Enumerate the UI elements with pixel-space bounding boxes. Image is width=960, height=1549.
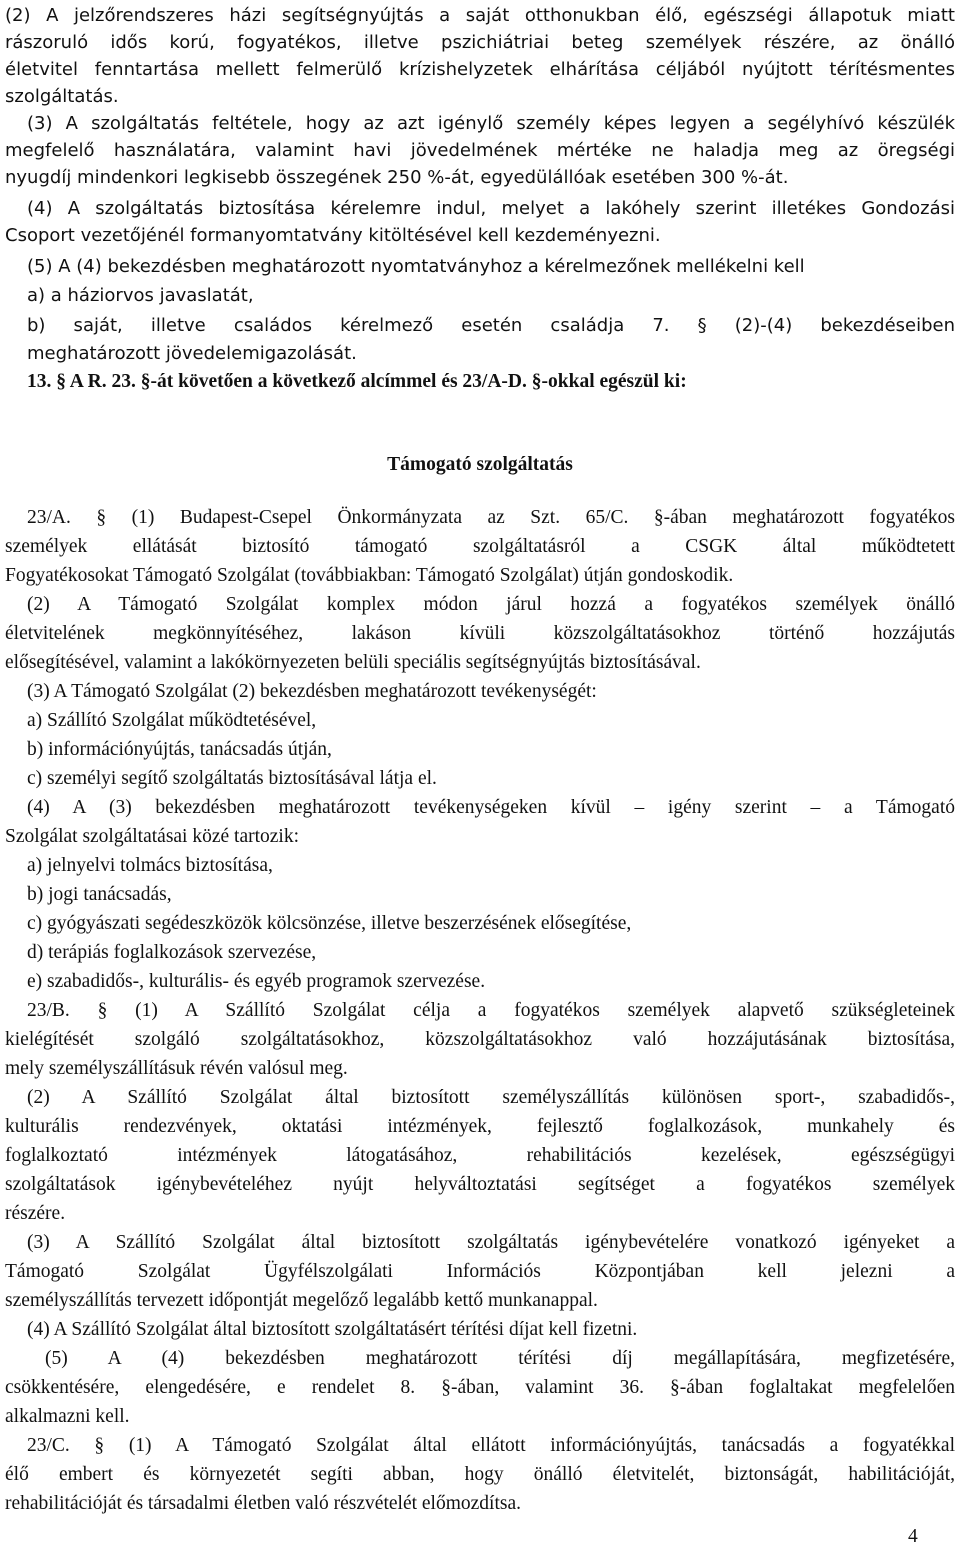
text-line: (4) A (3) bekezdésben meghatározott tevékenységeken kívül – igény szerint – a Támogató: [27, 797, 955, 818]
text-line: (3) A szolgáltatás feltétele, hogy az azt igénylő személy képes legyen a segélyhívó készülék: [27, 113, 955, 134]
text-line: életvitelének megkönnyítéséhez, lakáson kívüli közszolgáltatásokhoz történő hozzájutás: [5, 623, 955, 644]
text-line: (4) A szolgáltatás biztosítása kérelemre indul, melyet a lakóhely szerint illetékes Gondozási: [27, 198, 955, 219]
text-line: b) információnyújtás, tanácsadás útján,: [27, 739, 332, 760]
text-line: c) gyógyászati segédeszközök kölcsönzése, illetve beszerzésének elősegítése,: [27, 913, 632, 934]
text-line: meghatározott jövedelemigazolását.: [27, 343, 357, 364]
text-line: Szolgálat szolgáltatásai közé tartozik:: [5, 826, 300, 847]
text-line: b) jogi tanácsadás,: [27, 884, 172, 905]
text-line: (2) A jelzőrendszeres házi segítségnyújtás a saját otthonukban élő, egészségi állapotuk miatt: [5, 5, 955, 26]
text-line: nyugdíj mindenkori legkisebb összegének 250 %-át, egyedülállóak esetében 300 %-át.: [5, 167, 789, 188]
text-line: (4) A Szállító Szolgálat által biztosított szolgáltatásért térítési díjat kell fizetni.: [27, 1319, 638, 1340]
text-line: 23/A. § (1) Budapest-Csepel Önkormányzata az Szt. 65/C. §-ában meghatározott fogyatékos: [27, 507, 955, 528]
text-line: megfelelő használatára, valamint havi jövedelmének mértéke ne haladja meg az öregségi: [5, 140, 955, 161]
text-line: kielégítését szolgáló szolgáltatásokhoz, közszolgáltatásokhoz való hozzájutásának biztosítása,: [5, 1029, 955, 1050]
text-line: élő embert és környezetét segíti abban, hogy önálló életvitelét, biztonságát, habilitációját,: [5, 1464, 955, 1485]
text-line: személyszállítás tervezett időpontját megelőző legalább kettő munkanappal.: [5, 1290, 598, 1311]
text-line: (5) A (4) bekezdésben meghatározott térítési díj megállapítására, megfizetésére,: [45, 1348, 955, 1369]
text-line: alkalmazni kell.: [5, 1406, 130, 1427]
text-line: 23/C. § (1) A Támogató Szolgálat által ellátott információnyújtás, tanácsadás a fogyatékkal: [27, 1435, 955, 1456]
text-line: szolgáltatások igénybevételéhez nyújt helyváltoztatási segítséget a fogyatékos személyek: [5, 1174, 955, 1195]
text-line: (5) A (4) bekezdésben meghatározott nyomtatványhoz a kérelmezőnek mellékelni kell: [27, 256, 805, 277]
text-line: c) személyi segítő szolgáltatás biztosításával látja el.: [27, 768, 437, 789]
text-line: részére.: [5, 1203, 66, 1224]
text-line: életvitel fenntartása mellett felmerülő krízishelyzetek elhárítása céljából nyújtott térítésmentes: [5, 59, 955, 80]
text-line: szolgáltatás.: [5, 86, 119, 107]
text-line: csökkentésére, elengedésére, e rendelet 8. §-ában, valamint 36. §-ában foglaltakat megfelelően: [5, 1377, 955, 1398]
text-line: rehabilitációját és társadalmi életben való részvételét előmozdítsa.: [5, 1493, 521, 1514]
text-line: a) a háziorvos javaslatát,: [27, 285, 254, 306]
text-line: személyek ellátását biztosító támogató szolgáltatásról a CSGK által működtetett: [5, 536, 955, 557]
text-line: foglalkoztató intézmények látogatásához, rehabilitációs kezelések, egészségügyi: [5, 1145, 955, 1166]
text-line: Támogató Szolgálat Ügyfélszolgálati Információs Központjában kell jelezni a: [5, 1261, 955, 1282]
page-number: 4: [908, 1526, 918, 1547]
text-line: a) Szállító Szolgálat működtetésével,: [27, 710, 317, 731]
text-line: Támogató szolgáltatás: [387, 454, 573, 475]
text-line: e) szabadidős-, kulturális- és egyéb programok szervezése.: [27, 971, 486, 992]
text-line: kulturális rendezvények, oktatási intézmények, fejlesztő foglalkozások, munkahely és: [5, 1116, 955, 1137]
text-line: 13. § A R. 23. §-át követően a következő alcímmel és 23/A-D. §-okkal egészül ki:: [27, 371, 687, 392]
text-line: (3) A Szállító Szolgálat által biztosított szolgáltatás igénybevételére vonatkozó igényeket a: [27, 1232, 955, 1253]
text-line: d) terápiás foglalkozások szervezése,: [27, 942, 317, 963]
text-line: a) jelnyelvi tolmács biztosítása,: [27, 855, 273, 876]
text-line: Csoport vezetőjénél formanyomtatvány kitöltésével kell kezdeményezni.: [5, 225, 661, 246]
text-line: (3) A Támogató Szolgálat (2) bekezdésben meghatározott tevékenységét:: [27, 681, 597, 702]
text-line: (2) A Támogató Szolgálat komplex módon járul hozzá a fogyatékos személyek önálló: [27, 594, 955, 615]
text-line: (2) A Szállító Szolgálat által biztosított személyszállítás különösen sport-, szabadidős-,: [27, 1087, 955, 1108]
text-line: elősegítésével, valamint a lakókörnyezeten belüli speciális segítségnyújtás biztosításával.: [5, 652, 701, 673]
text-line: rászoruló idős korú, fogyatékos, illetve pszichiátriai beteg személyek részére, az önálló: [5, 32, 955, 53]
text-line: b) saját, illetve családos kérelmező esetén családja 7. § (2)-(4) bekezdéseiben: [27, 315, 955, 336]
text-line: 23/B. § (1) A Szállító Szolgálat célja a fogyatékos személyek alapvető szükségleteinek: [27, 1000, 955, 1021]
text-line: mely személyszállításuk révén valósul meg.: [5, 1058, 348, 1079]
text-line: Fogyatékosokat Támogató Szolgálat (továbbiakban: Támogató Szolgálat) útján gondoskodik.: [5, 565, 734, 586]
